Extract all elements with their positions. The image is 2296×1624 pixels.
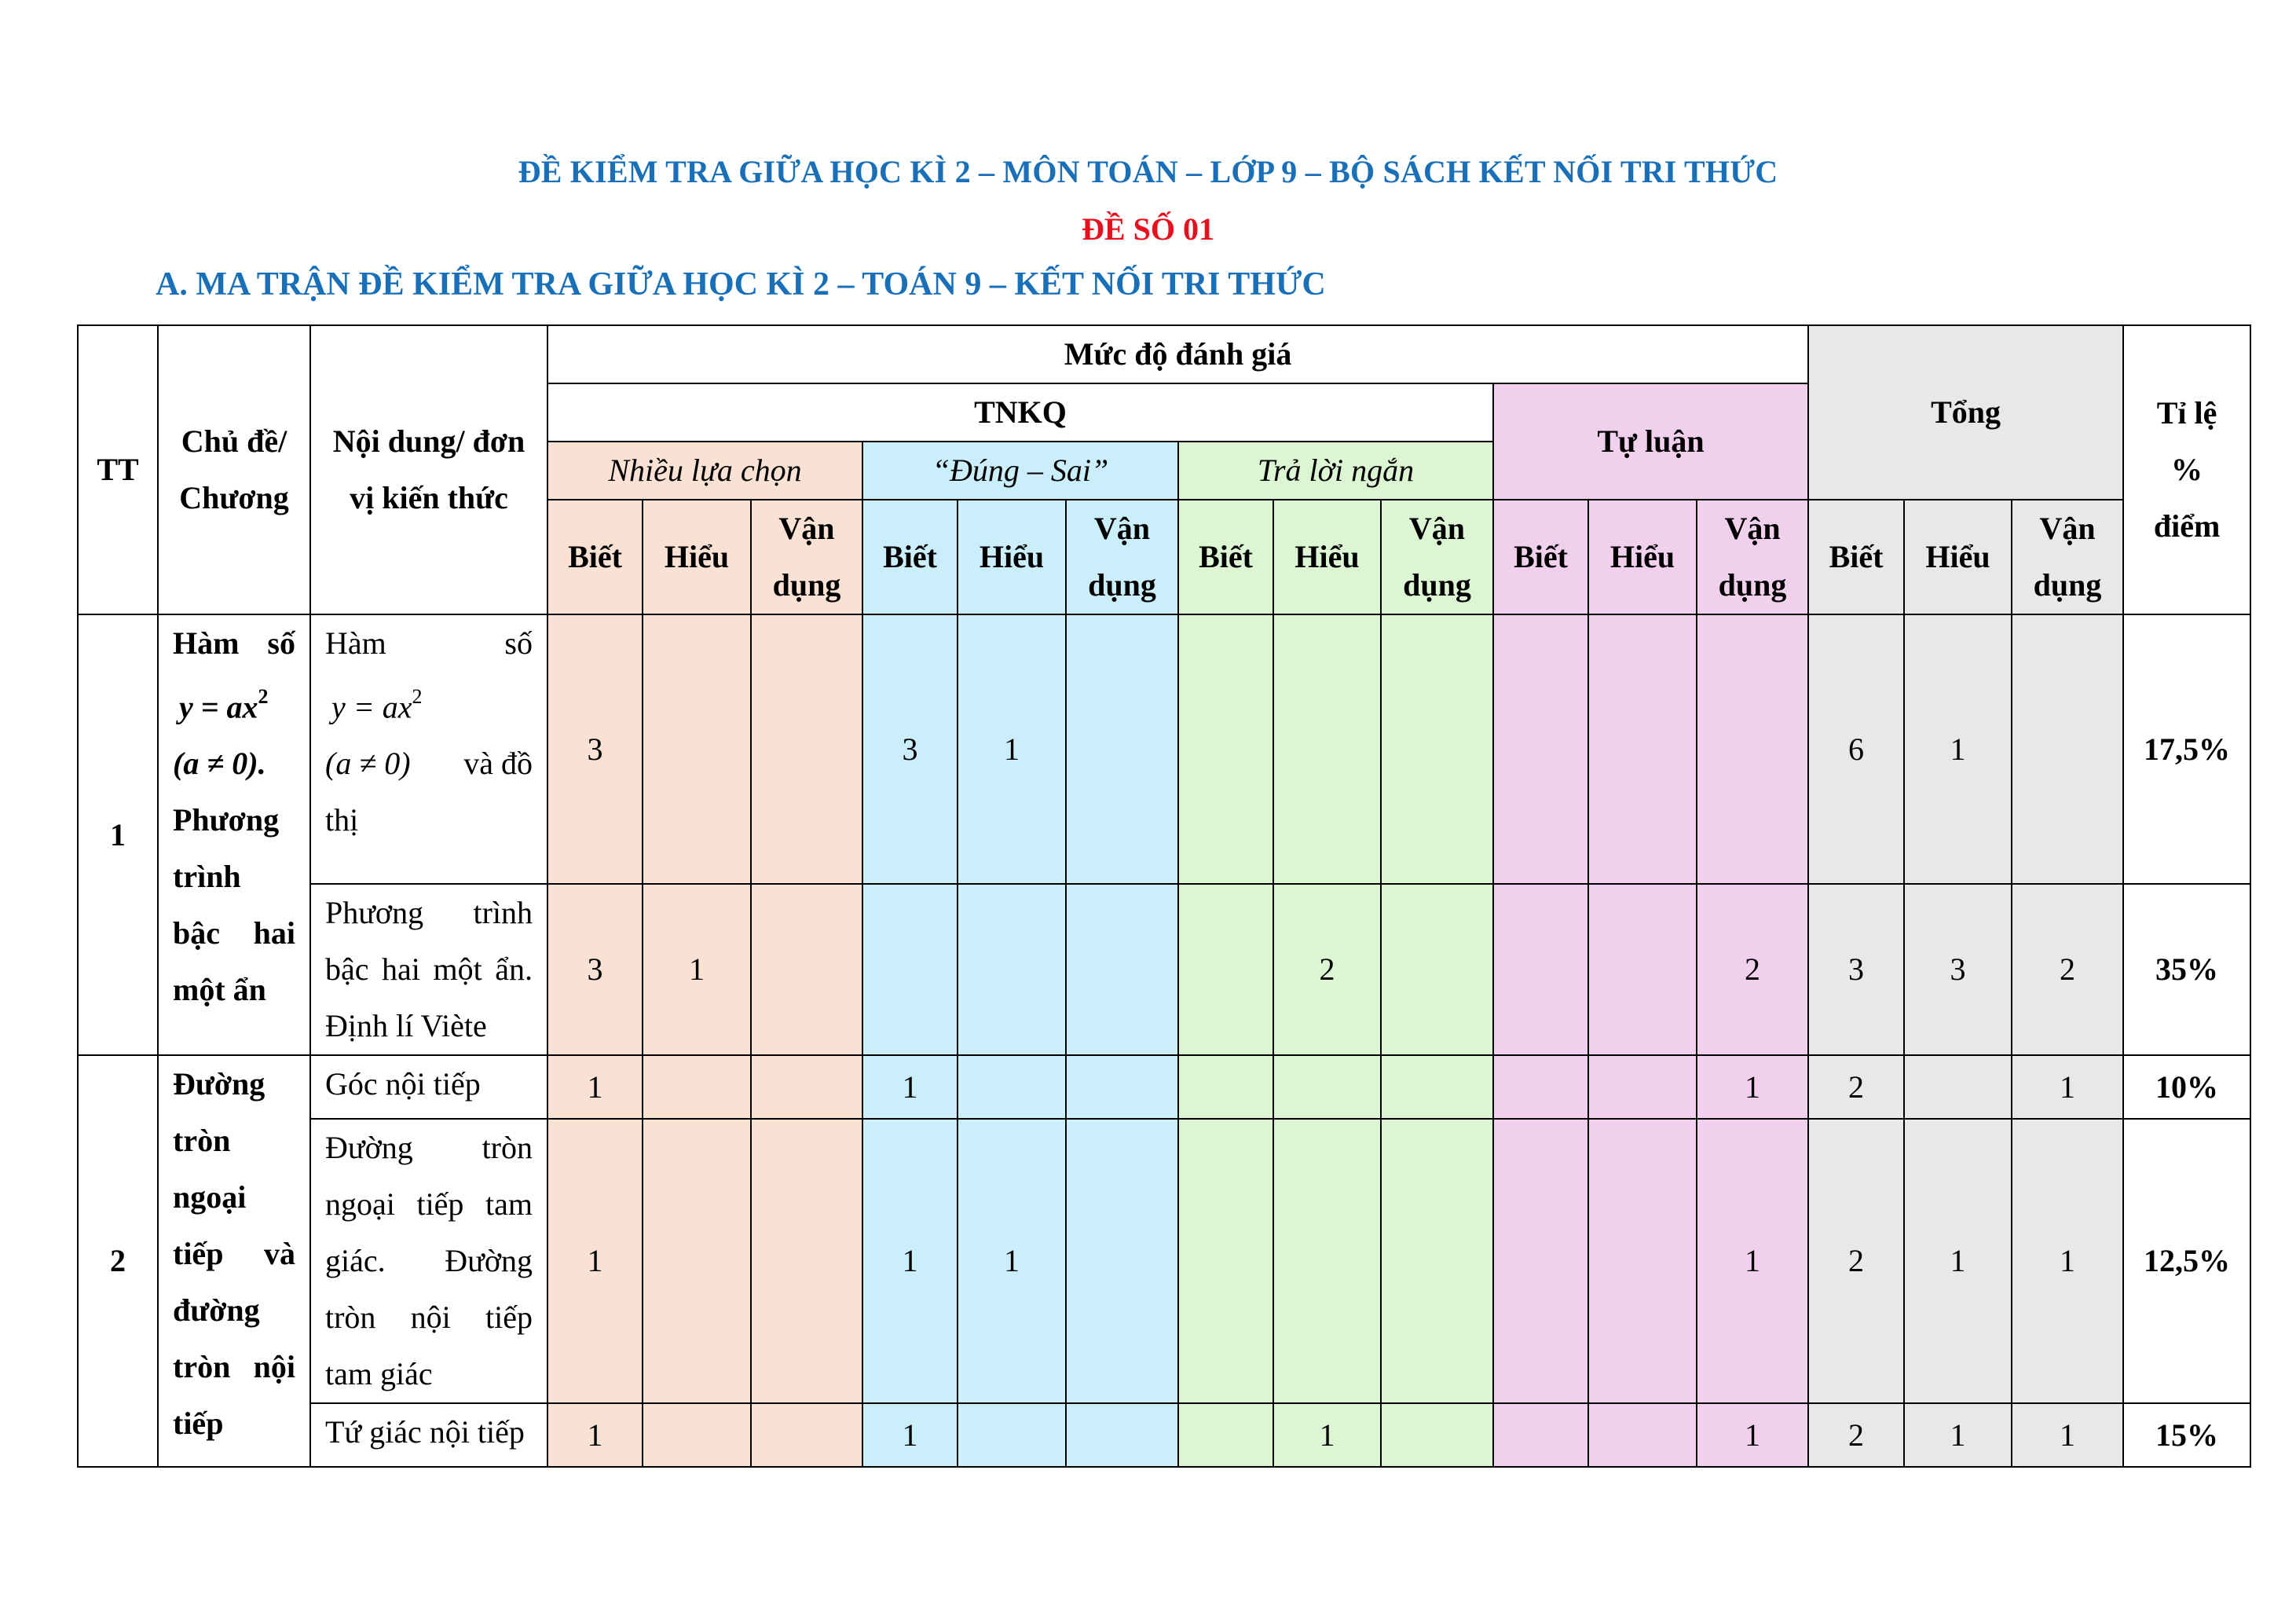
value-cell: 3 xyxy=(547,614,643,884)
content-cell xyxy=(310,1403,547,1467)
value-cell xyxy=(751,614,862,884)
understand-header: Hiểu xyxy=(1904,500,2012,614)
topic-cell xyxy=(158,1055,310,1467)
value-cell xyxy=(1493,614,1588,884)
content-line: Tứ giác nội tiếp xyxy=(325,1414,525,1450)
value-cell: 1 xyxy=(1904,1403,2012,1467)
value-cell: 1 xyxy=(862,1119,958,1403)
value-cell xyxy=(1588,1055,1697,1119)
value-cell xyxy=(1493,1119,1588,1403)
ratio-cell: 35% xyxy=(2123,884,2250,1055)
content-line: Đường tròn xyxy=(325,1130,533,1165)
value-cell xyxy=(643,1119,751,1403)
header-row-1 xyxy=(78,325,2250,383)
value-cell xyxy=(751,1055,862,1119)
topic-line: Phương xyxy=(173,802,280,838)
topic-line: Hàm số xyxy=(173,625,295,661)
value-cell: 1 xyxy=(643,884,751,1055)
apply-header-line2: dụng xyxy=(772,567,841,603)
table-row xyxy=(78,614,2250,884)
know-header: Biết xyxy=(1493,500,1588,614)
value-cell xyxy=(1588,1119,1697,1403)
value-cell: 3 xyxy=(1808,884,1904,1055)
topic-header-line1: Chủ đề/ xyxy=(181,423,287,459)
apply-header xyxy=(1066,500,1178,614)
value-cell xyxy=(1381,614,1493,884)
content-line: Hàm số xyxy=(325,625,533,661)
value-cell: 1 xyxy=(1697,1403,1808,1467)
apply-header-line2: dụng xyxy=(1088,567,1156,603)
level-header: Mức độ đánh giá xyxy=(547,325,1808,383)
section-heading: A. MA TRẬN ĐỀ KIỂM TRA GIỮA HỌC KÌ 2 – TOÁN 9 – KẾT NỐI TRI THỨC xyxy=(156,266,1326,302)
value-cell: 2 xyxy=(1808,1055,1904,1119)
value-cell: 1 xyxy=(1697,1055,1808,1119)
topic-header xyxy=(158,325,310,614)
value-cell xyxy=(1178,1055,1273,1119)
topic-line: đường xyxy=(173,1292,260,1328)
understand-header: Hiểu xyxy=(643,500,751,614)
value-cell: 1 xyxy=(547,1403,643,1467)
value-cell: 3 xyxy=(862,614,958,884)
understand-header: Hiểu xyxy=(1588,500,1697,614)
value-cell: 1 xyxy=(547,1119,643,1403)
value-cell xyxy=(1273,1119,1381,1403)
value-cell: 1 xyxy=(547,1055,643,1119)
table-row xyxy=(78,1119,2250,1403)
ratio-header xyxy=(2123,325,2250,614)
value-cell xyxy=(1588,1403,1697,1467)
content-line: giác. Đường xyxy=(325,1243,533,1278)
apply-header xyxy=(1381,500,1493,614)
value-cell: 1 xyxy=(2012,1055,2123,1119)
total-header: Tổng xyxy=(1808,325,2123,500)
value-cell xyxy=(1588,884,1697,1055)
value-cell: 1 xyxy=(1904,1119,2012,1403)
content-header-line1: Nội dung/ đơn xyxy=(332,423,525,459)
value-cell xyxy=(643,614,751,884)
apply-header-line1: Vận xyxy=(2039,511,2096,546)
content-line: Định lí Viète xyxy=(325,1008,487,1043)
topic-condition: (a ≠ 0). xyxy=(173,746,266,782)
ratio-header-line2: % xyxy=(2171,452,2203,487)
document-title: ĐỀ KIỂM TRA GIỮA HỌC KÌ 2 – MÔN TOÁN – LỚP 9 – BỘ SÁCH KẾT NỐI TRI THỨC xyxy=(518,154,1778,189)
value-cell xyxy=(958,1055,1066,1119)
topic-line: tiếp và xyxy=(173,1236,295,1271)
value-cell xyxy=(751,1403,862,1467)
value-cell xyxy=(643,1403,751,1467)
value-cell: 2 xyxy=(2012,884,2123,1055)
content-header xyxy=(310,325,547,614)
value-cell: 1 xyxy=(958,1119,1066,1403)
topic-line: bậc hai xyxy=(173,915,295,951)
topic-line: một ẩn xyxy=(173,972,266,1008)
value-cell xyxy=(1493,884,1588,1055)
value-cell: 2 xyxy=(1808,1119,1904,1403)
value-cell: 1 xyxy=(2012,1403,2123,1467)
true-false-header: “Đúng – Sai” xyxy=(862,442,1178,500)
topic-header-line2: Chương xyxy=(179,480,289,515)
value-cell xyxy=(1066,1119,1178,1403)
content-line: Phương trình xyxy=(325,895,533,930)
topic-line: ngoại xyxy=(173,1179,247,1215)
value-cell xyxy=(1381,1119,1493,1403)
value-cell xyxy=(751,884,862,1055)
understand-header: Hiểu xyxy=(1273,500,1381,614)
ratio-cell: 10% xyxy=(2123,1055,2250,1119)
value-cell: 1 xyxy=(958,614,1066,884)
content-header-line2: vị kiến thức xyxy=(350,480,508,515)
ratio-header-line3: điểm xyxy=(2153,508,2221,544)
value-cell xyxy=(1066,1055,1178,1119)
apply-header-line1: Vận xyxy=(1408,511,1466,546)
table-row xyxy=(78,1055,2250,1119)
apply-header-line2: dụng xyxy=(1403,567,1471,603)
know-header: Biết xyxy=(862,500,958,614)
value-cell xyxy=(1493,1403,1588,1467)
value-cell xyxy=(1273,1055,1381,1119)
value-cell: 3 xyxy=(1904,884,2012,1055)
ratio-cell: 12,5% xyxy=(2123,1119,2250,1403)
value-cell xyxy=(958,884,1066,1055)
value-cell: 1 xyxy=(2012,1119,2123,1403)
topic-line: trình xyxy=(173,859,241,895)
know-header: Biết xyxy=(547,500,643,614)
content-condition-line: (a ≠ 0) và đồ xyxy=(325,746,533,782)
value-cell xyxy=(1904,1055,2012,1119)
value-cell xyxy=(1697,614,1808,884)
value-cell xyxy=(1381,1055,1493,1119)
value-cell xyxy=(1178,884,1273,1055)
value-cell xyxy=(1178,1119,1273,1403)
value-cell xyxy=(1273,614,1381,884)
exam-number: ĐỀ SỐ 01 xyxy=(1082,211,1214,247)
content-cell xyxy=(310,614,547,884)
value-cell: 1 xyxy=(1697,1119,1808,1403)
value-cell: 1 xyxy=(862,1403,958,1467)
value-cell: 3 xyxy=(547,884,643,1055)
row-number: 2 xyxy=(78,1055,158,1467)
value-cell: 1 xyxy=(1904,614,2012,884)
value-cell xyxy=(643,1055,751,1119)
value-cell xyxy=(1493,1055,1588,1119)
value-cell xyxy=(1178,614,1273,884)
value-cell xyxy=(862,884,958,1055)
topic-formula xyxy=(173,672,295,735)
value-cell: 2 xyxy=(1697,884,1808,1055)
content-cell xyxy=(310,1055,547,1119)
apply-header-line1: Vận xyxy=(778,511,835,546)
value-cell: 2 xyxy=(1273,884,1381,1055)
content-cell xyxy=(310,1119,547,1403)
value-cell xyxy=(958,1403,1066,1467)
assessment-matrix-table xyxy=(77,324,2251,1468)
tt-header: TT xyxy=(78,325,158,614)
table-row xyxy=(78,884,2250,1055)
value-cell xyxy=(751,1119,862,1403)
apply-header xyxy=(751,500,862,614)
know-header: Biết xyxy=(1178,500,1273,614)
understand-header: Hiểu xyxy=(958,500,1066,614)
formula-exponent: 2 xyxy=(258,685,269,708)
apply-header-line1: Vận xyxy=(1093,511,1151,546)
ratio-cell: 15% xyxy=(2123,1403,2250,1467)
value-cell xyxy=(1381,884,1493,1055)
apply-header-line2: dụng xyxy=(2033,567,2102,603)
value-cell xyxy=(2012,614,2123,884)
value-cell xyxy=(1066,1403,1178,1467)
value-cell: 2 xyxy=(1808,1403,1904,1467)
apply-header-line1: Vận xyxy=(1724,511,1781,546)
value-cell xyxy=(1066,884,1178,1055)
value-cell: 1 xyxy=(1273,1403,1381,1467)
know-header: Biết xyxy=(1808,500,1904,614)
apply-header xyxy=(2012,500,2123,614)
content-line: tròn nội tiếp xyxy=(325,1300,533,1335)
multiple-choice-header: Nhiều lựa chọn xyxy=(547,442,862,500)
topic-line: tiếp xyxy=(173,1406,224,1441)
value-cell xyxy=(1066,614,1178,884)
value-cell: 6 xyxy=(1808,614,1904,884)
topic-line: tròn xyxy=(173,1123,231,1158)
essay-header: Tự luận xyxy=(1493,383,1808,500)
apply-header-line2: dụng xyxy=(1718,567,1787,603)
tnkq-header: TNKQ xyxy=(547,383,1493,442)
value-cell: 1 xyxy=(862,1055,958,1119)
ratio-cell: 17,5% xyxy=(2123,614,2250,884)
row-number: 1 xyxy=(78,614,158,1055)
formula-text: y = ax xyxy=(179,689,258,725)
topic-line: Đường xyxy=(173,1066,265,1102)
content-cell xyxy=(310,884,547,1055)
content-line: Góc nội tiếp xyxy=(325,1066,481,1102)
content-line: thị xyxy=(325,802,359,838)
content-formula: $y = ax^2$ xyxy=(331,685,423,725)
short-answer-header: Trả lời ngắn xyxy=(1178,442,1493,500)
topic-cell xyxy=(158,614,310,1055)
apply-header xyxy=(1697,500,1808,614)
topic-line: tròn nội xyxy=(173,1349,295,1384)
table-row xyxy=(78,1403,2250,1467)
content-line: tam giác xyxy=(325,1356,433,1391)
ratio-header-line1: Tỉ lệ xyxy=(2156,395,2217,431)
value-cell xyxy=(1381,1403,1493,1467)
content-line: ngoại tiếp tam xyxy=(325,1186,533,1222)
content-line: bậc hai một ẩn. xyxy=(325,951,533,987)
value-cell xyxy=(1588,614,1697,884)
value-cell xyxy=(1178,1403,1273,1467)
